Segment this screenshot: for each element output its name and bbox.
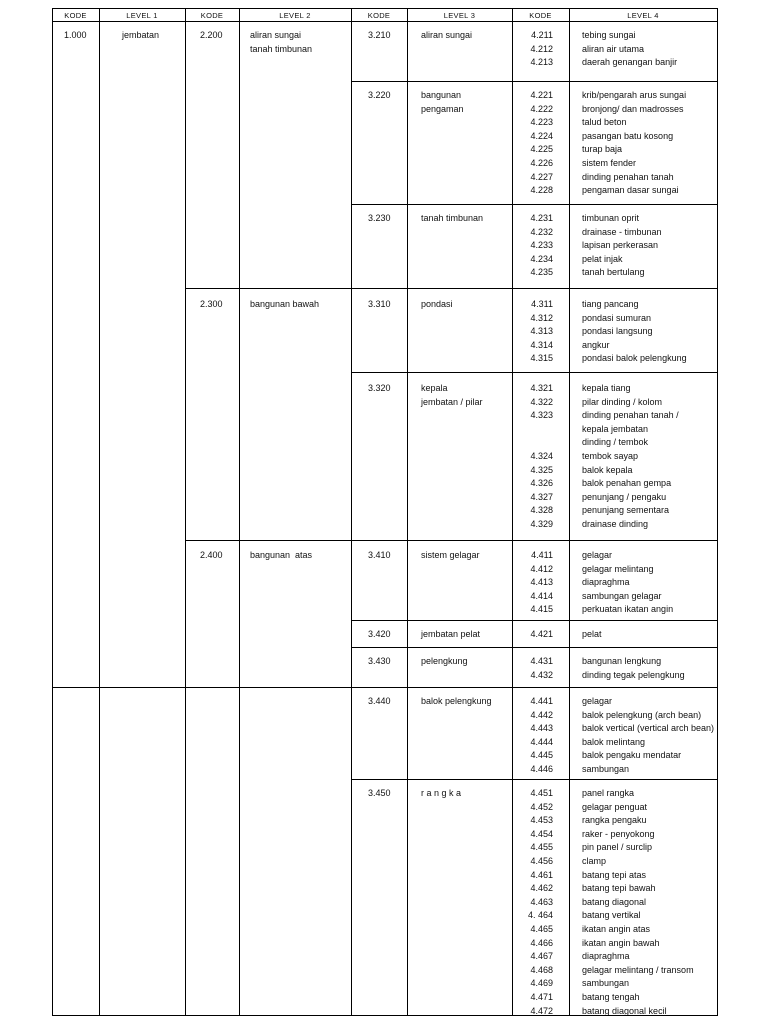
header-kode-1: KODE [64,11,87,20]
header-level-3: LEVEL 3 [443,11,476,20]
table-rule [351,372,718,373]
table-rule [52,8,718,9]
level3-label: jembatan pelat [421,629,481,639]
level2-code: 2.300 [200,299,223,309]
header-kode-2: KODE [200,11,224,20]
level4-labels: panel rangka gelagar penguat rangka pengaku raker - penyokong pin panel / surclip clamp batang tepi atas batang tepi bawah batang diagonal batang vertikal ikatan angin atas ikatan angin bawah diapraghma gelagar melintang / transom sambungan batang tengah batang diagonal kecil [582,788,694,1016]
level3-code: 3.210 [368,30,391,40]
level4-labels: krib/pengarah arus sungai bronjong/ dan madrosses talud beton pasangan batu kosong turap baja sistem fender dinding penahan tanah pengaman dasar sungai [582,90,687,196]
table-rule [99,8,100,1016]
level2-label: bangunan bawah [250,299,320,309]
table-rule [52,21,718,22]
table-rule [407,8,408,1016]
table-rule [717,8,718,1016]
level3-label: pelengkung [421,656,468,666]
level4-codes: 4.441 4.442 4.443 4.444 4.445 4.446 [530,696,553,774]
level4-labels: pelat [582,629,602,639]
level1-label: jembatan [122,30,160,40]
table-rule [351,204,718,205]
table-rule [185,8,186,1016]
table-rule [351,779,718,780]
level4-codes: 4.231 4.232 4.233 4.234 4.235 [530,213,553,278]
header-level-2: LEVEL 2 [279,11,311,20]
table-rule [351,620,718,621]
level4-codes: 4.411 4.412 4.413 4.414 4.415 [530,550,553,615]
level3-label: balok pelengkung [421,696,492,706]
level3-label: kepala jembatan / pilar [421,383,483,407]
table-rule [239,8,240,1016]
level3-label: tanah timbunan [421,213,484,223]
table-rule [351,647,718,648]
table-rule [185,288,718,289]
header-kode-3: KODE [367,11,391,20]
level4-codes: 4.421 [530,629,553,639]
level2-code: 2.400 [200,550,223,560]
level3-code: 3.450 [368,788,391,798]
table-rule [569,8,570,1016]
level3-label: aliran sungai [421,30,473,40]
level3-label: sistem gelagar [421,550,480,560]
level4-codes: 4.431 4.432 [530,656,553,680]
level3-code: 3.410 [368,550,391,560]
header-kode-4: KODE [529,11,552,20]
level3-label: pondasi [421,299,453,309]
level3-code: 3.430 [368,656,391,666]
level3-label: r a n g k a [421,788,462,798]
header-level-4: LEVEL 4 [627,11,659,20]
level3-code: 3.420 [368,629,391,639]
level4-codes: 4.321 4.322 4.323 4.324 4.325 4.326 4.327 4.328 4.329 [530,383,553,529]
level3-code: 3.230 [368,213,391,223]
level4-labels: tiang pancang pondasi sumuran pondasi langsung angkur pondasi balok pelengkung [582,299,687,364]
level3-code: 3.310 [368,299,391,309]
level4-codes: 4.451 4.452 4.453 4.454 4.455 4.456 4.461 4.462 4.463 4. 464 4.465 4.466 4.467 4.468 4.469 4.471 4.472 [527,788,553,1016]
level4-labels: tebing sungai aliran air utama daerah genangan banjir [582,30,678,68]
level4-labels: gelagar balok pelengkung (arch bean) balok vertical (vertical arch bean) balok melintang balok pengaku mendatar sambungan [582,696,715,774]
level2-label: aliran sungai tanah timbunan [250,30,313,54]
level4-codes: 4.211 4.212 4.213 [530,30,553,68]
level4-codes: 4.221 4.222 4.223 4.224 4.225 4.226 4.227 4.228 [530,90,553,196]
level3-code: 3.220 [368,90,391,100]
level1-code: 1.000 [64,30,87,40]
level4-labels: bangunan lengkung dinding tegak pelengkung [582,656,685,680]
level2-code: 2.200 [200,30,223,40]
level4-codes: 4.311 4.312 4.313 4.314 4.315 [530,299,553,364]
table-rule [351,81,718,82]
level4-labels: gelagar gelagar melintang diapraghma sambungan gelagar perkuatan ikatan angin [582,550,674,615]
level3-label: bangunan pengaman [421,90,464,114]
level2-label: bangunan atas [250,550,313,560]
table-rule [52,687,718,688]
table-rule [52,8,53,1016]
level3-code: 3.320 [368,383,391,393]
level4-labels: kepala tiang pilar dinding / kolom dinding penahan tanah / kepala jembatan dinding / tembok tembok sayap balok kepala balok penahan gempa penunjang / pengaku penunjang sementara drainase dinding [582,383,679,529]
table-rule [512,8,513,1016]
table-rule [185,540,718,541]
table-rule [351,8,352,1016]
table-rule [52,1015,718,1016]
level3-code: 3.440 [368,696,391,706]
header-level-1: LEVEL 1 [126,11,158,20]
level4-labels: timbunan oprit drainase - timbunan lapisan perkerasan pelat injak tanah bertulang [582,213,662,278]
